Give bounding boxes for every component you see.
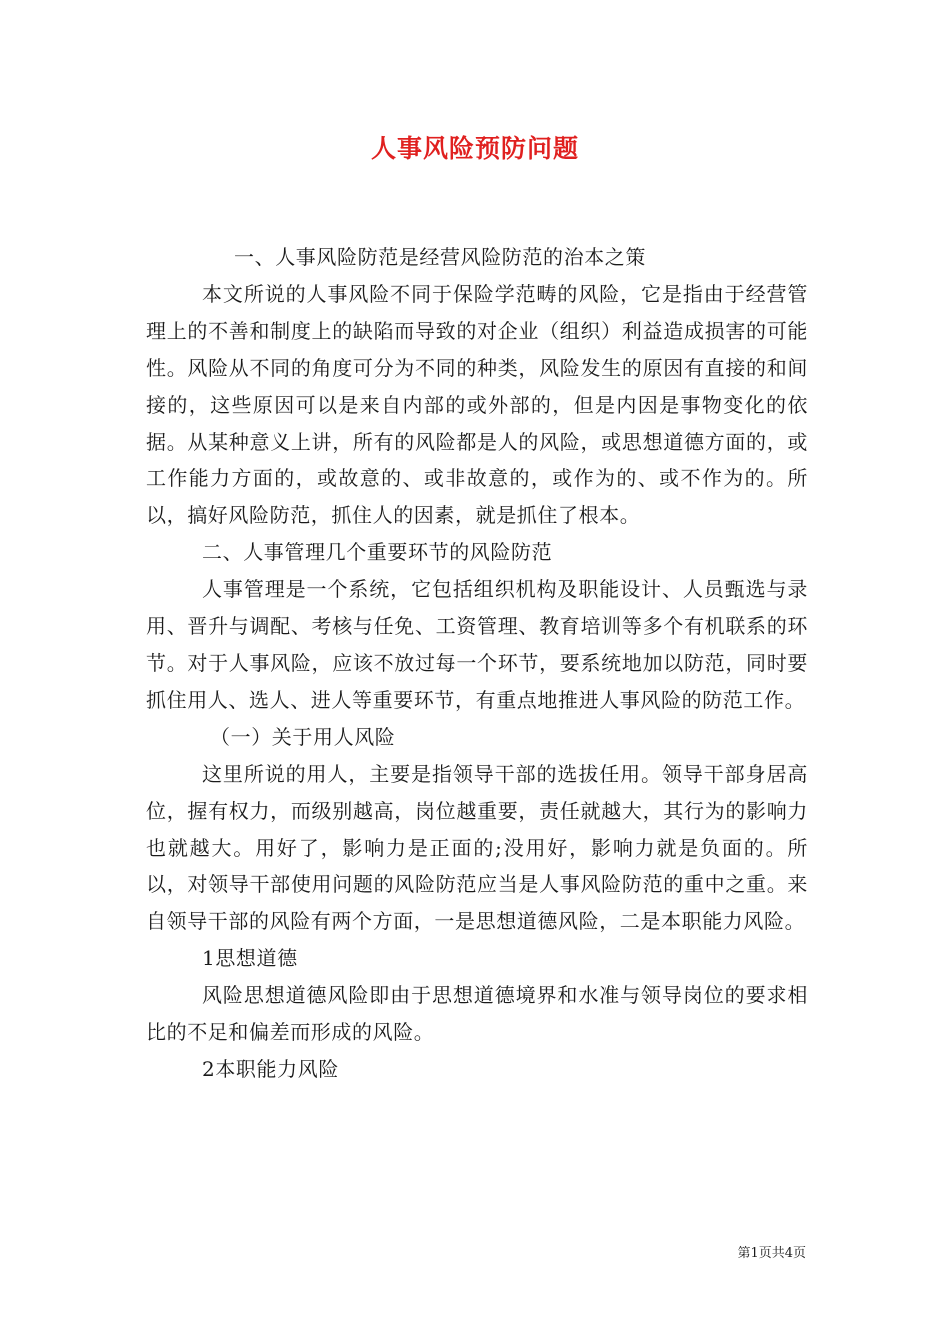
section-heading-1: 一、人事风险防范是经营风险防范的治本之策 xyxy=(234,245,646,269)
item-heading-2: 2本职能力风险 xyxy=(202,1056,339,1081)
paragraph-1: 本文所说的人事风险不同于保险学范畴的风险，它是指由于经营管理上的不善和制度上的缺陷而导致的对企业（组织）利益造成损害的可能性。风险从不同的角度可分为不同的种类，风险发生的原因有直接的和间接的，这些原因可以是来自内部的或外部的，但是内因是事物变化的依据。从某种意义上讲，所有的风险都是人的风险，或思想道德方面的，或工作能力方面的，或故意的、或非故意的，或作为的、或不作为的。所以，搞好风险防范，抓住人的因素，就是抓住了根本。 xyxy=(146,281,808,528)
document-body xyxy=(146,239,808,1088)
subsection-heading-1: （一）关于用人风险 xyxy=(210,724,396,749)
paragraph-3: 这里所说的用人，主要是指领导干部的选拔任用。领导干部身居高位，握有权力，而级别越高，岗位越重要，责任就越大，其行为的影响力也就越大。用好了，影响力是正面的;没用好，影响力就是负面的。所以，对领导干部使用问题的风险防范应当是人事风险防范的重中之重。来自领导干部的风险有两个方面，一是思想道德风险，二是本职能力风险。 xyxy=(146,761,808,934)
paragraph-4: 风险思想道德风险即由于思想道德境界和水准与领导岗位的要求相比的不足和偏差而形成的风险。 xyxy=(146,983,808,1045)
section-heading-2: 二、人事管理几个重要环节的风险防范 xyxy=(202,540,553,565)
item-heading-1: 1思想道德 xyxy=(202,946,298,971)
page-number-footer: 第1页共4页 xyxy=(737,1246,806,1261)
paragraph-2: 人事管理是一个系统，它包括组织机构及职能设计、人员甄选与录用、晋升与调配、考核与任免、工资管理、教育培训等多个有机联系的环节。对于人事风险，应该不放过每一个环节，要系统地加以防范，同时要抓住用人、选人、进人等重要环节，有重点地推进人事风险的防范工作。 xyxy=(146,577,808,712)
document-title: 人事风险预防问题 xyxy=(370,134,579,163)
